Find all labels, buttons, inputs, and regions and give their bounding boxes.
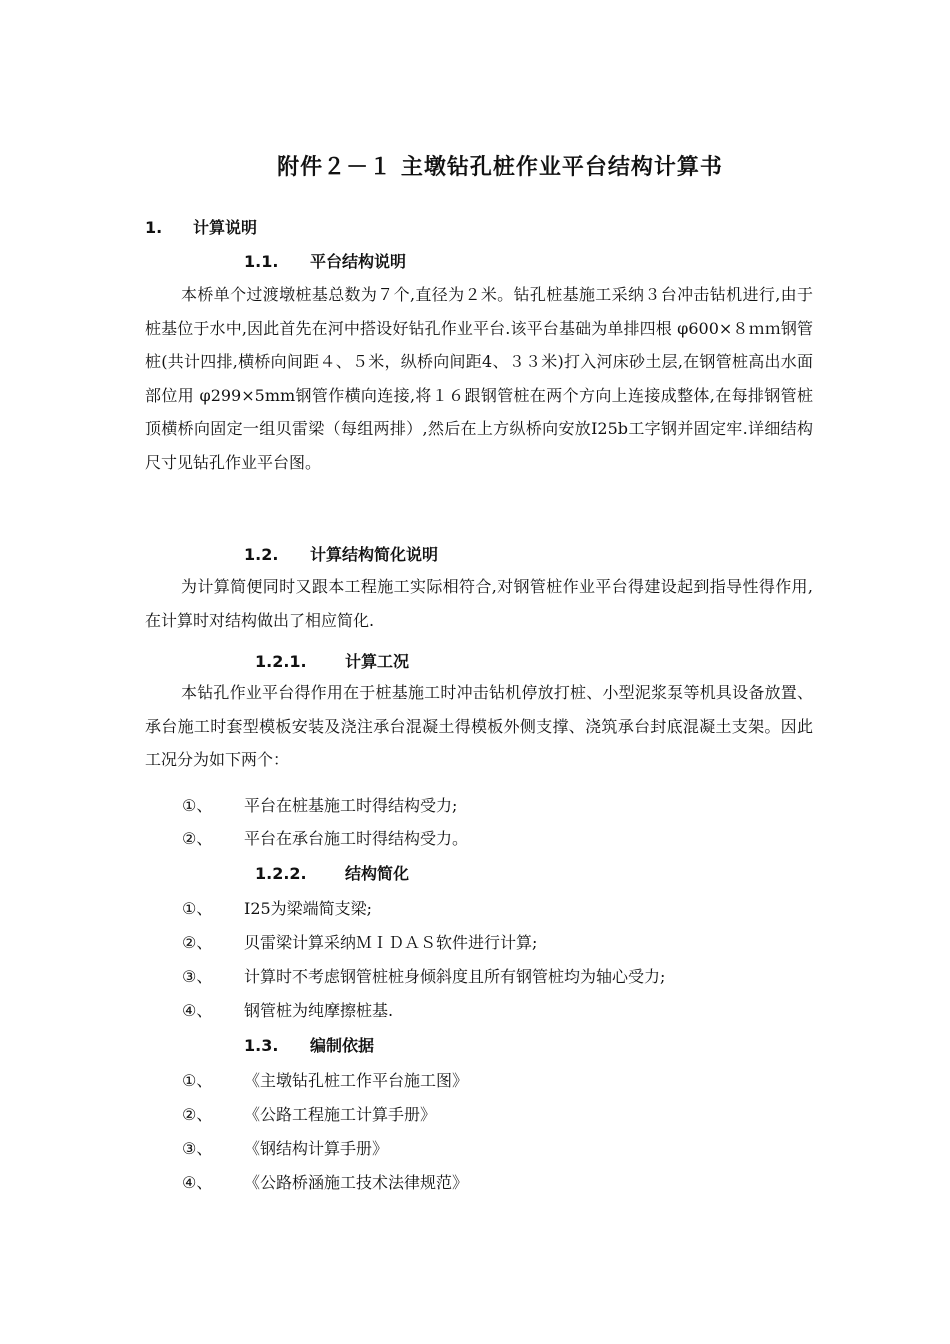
list-text: 《公路工程施工计算手册》 — [244, 1105, 437, 1124]
section-number: 1.1. — [244, 252, 279, 271]
list-item — [182, 964, 665, 987]
section-1-heading — [145, 215, 257, 238]
section-title: 计算工况 — [345, 652, 410, 671]
list-marker: ②、 — [182, 933, 213, 952]
section-1-2-1-paragraph: 本钻孔作业平台得作用在于桩基施工时冲击钻机停放打桩、小型泥浆泵等机具设备放置、承台施工时套型模板安装及浇注承台混凝土得模板外侧支撑、浇筑承台封底混凝土支架。因此工况分为如下两个： — [145, 683, 813, 769]
list-text: 《钢结构计算手册》 — [244, 1139, 389, 1158]
list-text: 《公路桥涵施工技术法律规范》 — [244, 1173, 469, 1192]
section-1-2-2-heading — [255, 861, 409, 884]
list-marker: ①、 — [182, 899, 213, 918]
list-marker: ①、 — [182, 796, 213, 815]
section-number: 1.3. — [244, 1036, 279, 1055]
list-marker: ④、 — [182, 1173, 213, 1192]
document-title: 附件２－１ 主墩钻孔桩作业平台结构计算书 — [277, 155, 723, 180]
section-title: 计算结构简化说明 — [310, 545, 439, 564]
section-title: 结构简化 — [345, 864, 410, 883]
section-1-1-paragraph: 本桥单个过渡墩桩基总数为７个,直径为２米。钻孔桩基施工采纳３台冲击钻机进行,由于桩基位于水中,因此首先在河中搭设好钻孔作业平台.该平台基础为单排四根 φ600×８ｍｍ钢管桩(共计四排,横桥向间距４、５米，纵桥向间距4、３３米)打入河床砂土层,在钢管桩高出水面部位用 φ299×5mm钢管作横向连接,将１６跟钢管桩在两个方向上连接成整体,在每排钢管桩顶横桥向固定一组贝雷梁（每组两排）,然后在上方纵桥向安放I25b工字钢并固定牢.详细结构尺寸见钻孔作业平台图。 — [145, 285, 813, 472]
list-item — [182, 998, 393, 1021]
list-text: 钢管桩为纯摩擦桩基. — [244, 1001, 394, 1020]
list-item — [182, 1170, 468, 1193]
list-item — [182, 1102, 436, 1125]
section-1-2-1-heading — [255, 649, 409, 672]
list-text: 计算时不考虑钢管桩桩身倾斜度且所有钢管桩均为轴心受力; — [244, 967, 666, 986]
list-marker: ①、 — [182, 1071, 213, 1090]
list-marker: ②、 — [182, 1105, 213, 1124]
list-text: 《主墩钻孔桩工作平台施工图》 — [244, 1071, 469, 1090]
list-item — [182, 896, 372, 919]
section-1-3-heading — [244, 1033, 374, 1056]
list-text: I25为梁端简支梁; — [244, 899, 373, 918]
list-item — [182, 1136, 388, 1159]
section-1-2-heading — [244, 542, 438, 565]
section-number: 1. — [145, 218, 163, 237]
list-item — [182, 826, 468, 849]
list-text: 平台在承台施工时得结构受力。 — [244, 829, 469, 848]
list-marker: ②、 — [182, 829, 213, 848]
section-number: 1.2. — [244, 545, 279, 564]
list-marker: ③、 — [182, 1139, 213, 1158]
section-title: 平台结构说明 — [310, 252, 407, 271]
section-title: 计算说明 — [193, 218, 258, 237]
list-text: 平台在桩基施工时得结构受力; — [244, 796, 458, 815]
list-marker: ③、 — [182, 967, 213, 986]
section-number: 1.2.1. — [255, 652, 307, 671]
section-title: 编制依据 — [310, 1036, 375, 1055]
list-text: 贝雷梁计算采纳ＭＩＤＡＳ软件进行计算; — [244, 933, 538, 952]
section-1-1-heading — [244, 249, 406, 272]
section-number: 1.2.2. — [255, 864, 307, 883]
list-item — [182, 1068, 468, 1091]
list-item — [182, 930, 537, 953]
list-marker: ④、 — [182, 1001, 213, 1020]
section-1-2-paragraph: 为计算简便同时又跟本工程施工实际相符合,对钢管桩作业平台得建设起到指导性得作用,在计算时对结构做出了相应简化. — [145, 577, 813, 630]
list-item — [182, 793, 457, 816]
